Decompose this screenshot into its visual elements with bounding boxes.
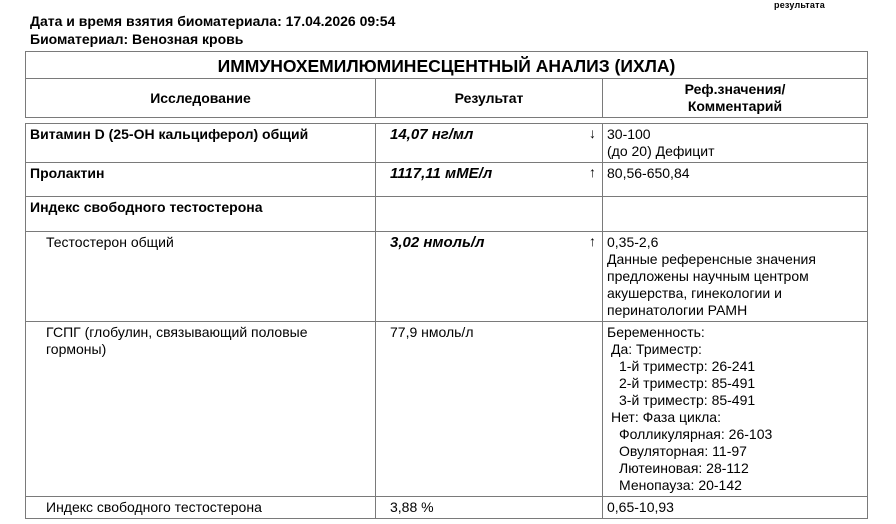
reference-cell bbox=[603, 232, 868, 322]
result-cell bbox=[376, 497, 603, 519]
reference-line: Менопауза: 20-142 bbox=[619, 477, 742, 493]
biomaterial-line: Биоматериал: Венозная кровь bbox=[30, 31, 244, 47]
table-row bbox=[26, 163, 868, 197]
result-value: 1117,11 мМЕ/л bbox=[390, 165, 493, 182]
header-reference-line2: Комментарий bbox=[687, 98, 783, 114]
header-reference bbox=[603, 79, 868, 118]
arrow-down-icon: ↓ bbox=[589, 125, 596, 141]
reference-line: 1-й триместр: 26-241 bbox=[619, 358, 756, 374]
reference-line: 3-й триместр: 85-491 bbox=[619, 392, 756, 408]
test-name: Пролактин bbox=[26, 163, 376, 197]
result-value: 3,02 нмоль/л bbox=[390, 234, 485, 251]
table-row bbox=[26, 322, 868, 497]
reference-line: 2-й триместр: 85-491 bbox=[619, 375, 756, 391]
result-cell bbox=[376, 322, 603, 497]
reference-comment: предложены научным центром bbox=[607, 268, 809, 284]
reference-cell bbox=[603, 124, 868, 163]
reference-cell bbox=[603, 163, 868, 197]
reference-value: 30-100 bbox=[607, 126, 651, 142]
reference-comment: (до 20) Дефицит bbox=[607, 143, 715, 159]
results-table bbox=[25, 51, 868, 519]
reference-value: 0,65-10,93 bbox=[607, 499, 674, 515]
header-reference-line1: Реф.значения/ bbox=[684, 81, 786, 97]
table-row bbox=[26, 232, 868, 322]
header-result: Результат bbox=[376, 79, 603, 118]
test-name-line2: гормоны) bbox=[46, 341, 107, 357]
result-value: 14,07 нг/мл bbox=[390, 126, 474, 143]
reference-cell bbox=[603, 322, 868, 497]
reference-line: Беременность: bbox=[607, 324, 705, 340]
test-name: Тестостерон общий bbox=[26, 232, 376, 322]
reference-cell bbox=[603, 497, 868, 519]
reference-comment: Данные референсные значения bbox=[607, 251, 816, 267]
test-name: Индекс свободного тестостерона bbox=[26, 497, 376, 519]
reference-line: Лютеиновая: 28-112 bbox=[619, 460, 749, 476]
reference-cell bbox=[603, 197, 868, 232]
reference-line: Овуляторная: 11-97 bbox=[619, 443, 747, 459]
table-title: ИММУНОХЕМИЛЮМИНЕСЦЕНТНЫЙ АНАЛИЗ (ИХЛА) bbox=[26, 52, 868, 79]
result-value: 77,9 нмоль/л bbox=[390, 324, 474, 340]
result-cell bbox=[376, 163, 603, 197]
table-row bbox=[26, 497, 868, 519]
test-name bbox=[26, 322, 376, 497]
reference-line: Да: Триместр: bbox=[611, 341, 702, 357]
reference-value: 80,56-650,84 bbox=[607, 165, 690, 181]
result-cell bbox=[376, 232, 603, 322]
arrow-up-icon: ↑ bbox=[589, 164, 596, 180]
corner-note: результата bbox=[774, 0, 825, 10]
table-title-row bbox=[26, 52, 868, 79]
arrow-up-icon: ↑ bbox=[589, 233, 596, 249]
reference-line: Нет: Фаза цикла: bbox=[611, 409, 721, 425]
header-test: Исследование bbox=[26, 79, 376, 118]
reference-comment: акушерства, гинекологии и bbox=[607, 285, 782, 301]
section-heading: Индекс свободного тестостерона bbox=[26, 197, 376, 232]
test-name-line1: ГСПГ (глобулин, связывающий половые bbox=[46, 324, 308, 340]
table-row bbox=[26, 197, 868, 232]
reference-line: Фолликулярная: 26-103 bbox=[619, 426, 773, 442]
result-value: 3,88 % bbox=[390, 499, 434, 515]
result-cell bbox=[376, 124, 603, 163]
test-name: Витамин D (25-ОН кальциферол) общий bbox=[26, 124, 376, 163]
result-cell bbox=[376, 197, 603, 232]
table-header-row bbox=[26, 79, 868, 118]
reference-value: 0,35-2,6 bbox=[607, 234, 659, 250]
sample-date-line: Дата и время взятия биоматериала: 17.04.2026 09:54 bbox=[30, 13, 396, 29]
table-row bbox=[26, 124, 868, 163]
reference-comment: перинатологии РАМН bbox=[607, 302, 748, 318]
